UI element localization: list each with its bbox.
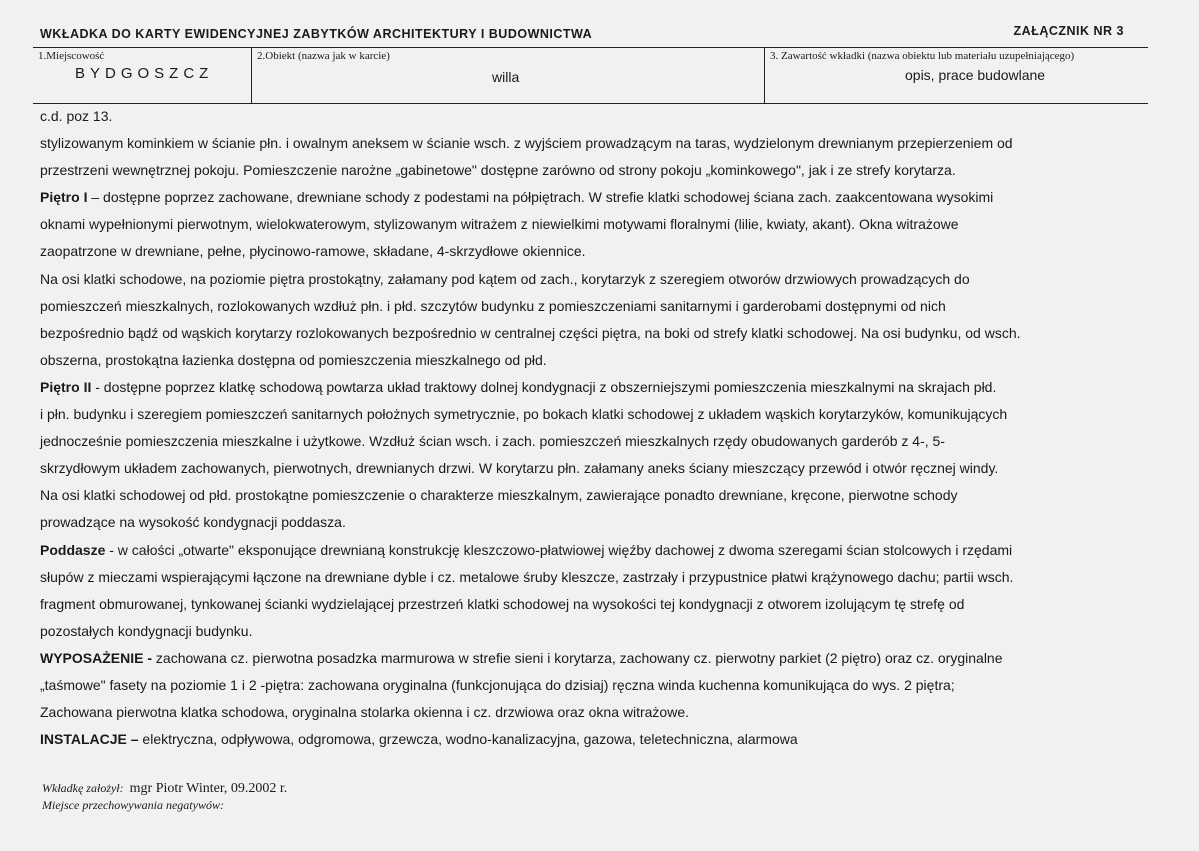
text-span: elektryczna, odpływowa, odgromowa, grzewcza, wodno-kanalizacyjna, gazowa, teletechniczna, alarmowa	[138, 731, 798, 748]
text-line	[40, 726, 1140, 753]
text-line: oknami wypełnionymi pierwotnym, wielokwaterowym, stylizowanym witrażem z niewielkimi motywami floralnymi (lilie, kwiaty, akant). Okna witrażowe	[40, 216, 959, 233]
attachment-number: ZAŁĄCZNIK NR 3	[1013, 24, 1124, 38]
place-value: BYDGOSZCZ	[75, 65, 214, 82]
section-heading-installations: INSTALACJE –	[40, 731, 139, 748]
text-line: bezpośrednio bądź od wąskich korytarzy rozlokowanych bezpośrednio w centralnej części piętra, na boki od strefy klatki schodowej. Na osi budynku, od wsch.	[40, 324, 1021, 341]
text-line: c.d. poz 13.	[40, 108, 113, 124]
text-line	[40, 645, 1140, 672]
author-label: Wkładkę założył:	[42, 781, 124, 795]
text-line: pomieszczeń mieszkalnych, rozlokowanych wzdłuż płn. i płd. szczytów budynku z pomieszczeniami sanitarnymi i garderobami dostępnymi od nich	[40, 297, 946, 314]
text-line: zaopatrzone w drewniane, pełne, płycinowo-ramowe, składane, 4-skrzydłowe okiennice.	[40, 243, 586, 260]
section-heading-attic: Poddasze	[40, 541, 106, 558]
object-cell	[251, 48, 764, 103]
text-line: przestrzeni wewnętrznej pokoju. Pomieszczenie narożne „gabinetowe" dostępne zarówno od strony pokoju „kominkowego", jak i ze strefy korytarza.	[40, 162, 956, 179]
text-line: Zachowana pierwotna klatka schodowa, oryginalna stolarka okienna i cz. drzwiowa oraz okna witrażowe.	[40, 704, 689, 721]
text-span: - w całości „otwarte" eksponujące drewnianą konstrukcję kleszczowo-płatwiowej więźby dachowej z dwoma szeregami ścian stolcowych i rzędami	[105, 541, 1013, 558]
text-span: - dostępne poprzez klatkę schodową powtarza układ traktowy dolnej kondygnacji z obszerniejszymi pomieszczenia mieszkalnymi na skrajach płd.	[91, 378, 997, 395]
form-header-table	[33, 47, 1148, 104]
text-line: stylizowanym kominkiem w ścianie płn. i owalnym aneksem w ścianie wsch. z wyjściem prowadzącym na taras, wydzielonym drewnianym przepierzeniem od	[40, 135, 1013, 152]
text-span: zachowana cz. pierwotna posadzka marmurowa w strefie sieni i korytarza, zachowany cz. pierwotny parkiet (2 piętro) oraz cz. oryginalne	[152, 649, 1003, 666]
section-heading-equipment: WYPOSAŻENIE -	[40, 649, 153, 666]
text-line: Na osi klatki schodowej od płd. prostokątne pomieszczenie o charakterze mieszkalnym, zawierające ponadto drewniane, kręcone, pierwotne schody	[40, 487, 958, 504]
object-value: willa	[492, 69, 520, 85]
place-cell	[33, 48, 251, 103]
content-label: 3. Zawartość wkładki (nazwa obiektu lub materiału uzupełniającego)	[770, 50, 1075, 62]
object-label: 2.Obiekt (nazwa jak w karcie)	[257, 50, 390, 62]
text-line	[40, 374, 1140, 401]
section-heading-floor-1: Piętro I	[40, 189, 88, 206]
section-heading-floor-2: Piętro II	[40, 378, 92, 395]
text-line: i płn. budynku i szeregiem pomieszczeń sanitarnych położnych symetrycznie, po bokach klatki schodowej z układem wąskich korytarzyków, komunikujących	[40, 406, 1008, 423]
text-line: pozostałych kondygnacji budynku.	[40, 622, 253, 639]
author-value: mgr Piotr Winter, 09.2002 r.	[129, 781, 288, 796]
negatives-label: Miejsce przechowywania negatywów:	[42, 798, 224, 812]
text-line: „taśmowe" fasety na poziomie 1 i 2 -piętra: zachowana oryginalna (funkcjonująca do dzisiaj) ręczna winda kuchenna komunikująca do wys. 2 piętra;	[40, 676, 955, 693]
content-cell	[764, 48, 1148, 103]
text-line	[40, 537, 1140, 564]
text-line: słupów z mieczami wspierającymi łączone na drewniane dyble i cz. metalowe śruby kleszcze, zastrzały i przypustnice płatwi krążynowego dachu; partii wsch.	[40, 568, 1014, 585]
document-title: WKŁADKA DO KARTY EWIDENCYJNEJ ZABYTKÓW ARCHITEKTURY I BUDOWNICTWA	[40, 27, 593, 41]
author-line	[42, 780, 287, 797]
text-line: prowadzące na wysokość kondygnacji poddasza.	[40, 514, 346, 531]
text-line: fragment obmurowanej, tynkowanej ścianki wydzielającej przestrzeń klatki schodowej na wysokości tej kondygnacji z otworem izolującym tę strefę od	[40, 595, 965, 612]
text-line: obszerna, prostokątna łazienka dostępna od pomieszczenia mieszkalnego od płd.	[40, 351, 547, 368]
place-label: 1.Miejscowość	[38, 50, 105, 62]
text-line	[40, 184, 1140, 211]
text-line: Na osi klatki schodowe, na poziomie piętra prostokątny, załamany pod kątem od zach., korytarzyk z szeregiem otworów drzwiowych prowadzących do	[40, 270, 970, 287]
description-body	[40, 103, 1140, 753]
document-footer	[42, 780, 287, 813]
text-line: jednocześnie pomieszczenia mieszkalne i użytkowe. Wzdłuż ścian wsch. i zach. pomieszczeń mieszkalnych rzędy obudowanych garderób z 4-, 5-	[40, 433, 945, 450]
text-span: – dostępne poprzez zachowane, drewniane schody z podestami na półpiętrach. W strefie klatki schodowej ściana zach. zaakcentowana wysokimi	[87, 189, 994, 206]
content-value: opis, prace budowlane	[905, 67, 1046, 83]
text-line: skrzydłowym układem zachowanych, pierwotnych, drewnianych drzwi. W korytarzu płn. załamany aneks ściany mieszczący przewód i otwór ręcznej windy.	[40, 460, 999, 477]
